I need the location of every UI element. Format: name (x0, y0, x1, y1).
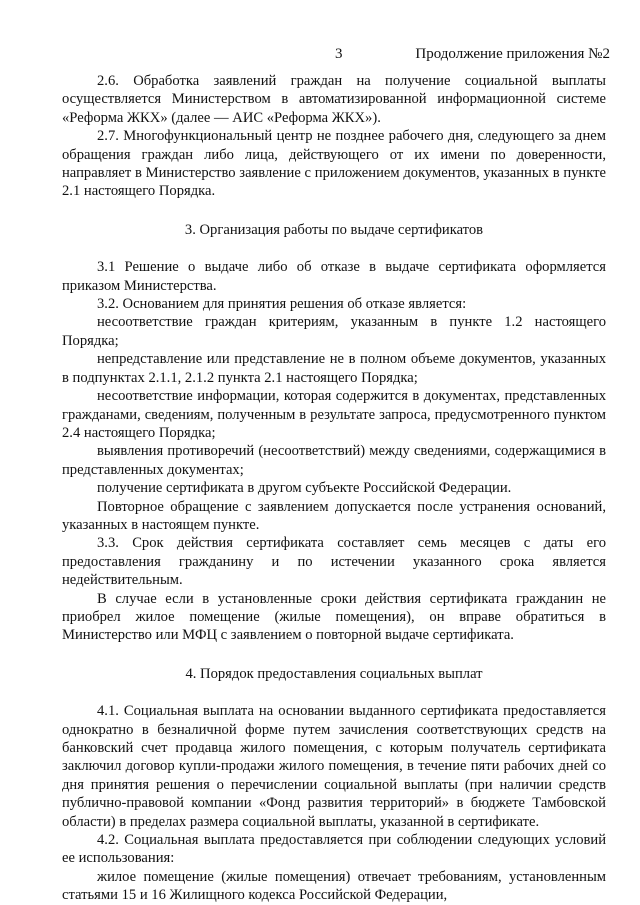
paragraph-4-2: 4.2. Социальная выплата предоставляется при соблюдении следующих условий ее использования: (62, 832, 606, 867)
refusal-reason-1: несоответствие граждан критериям, указанным в пункте 1.2 настоящего Порядка; (62, 314, 606, 349)
refusal-reason-5: получение сертификата в другом субъекте Российской Федерации. (97, 480, 512, 497)
paragraph-3-2: 3.2. Основанием для принятия решения об отказе является: (97, 296, 467, 313)
paragraph-2-6: 2.6. Обработка заявлений граждан на получение социальной выплаты осуществляется Министерством в автоматизированной информационной системе «Реформа ЖКХ» (далее — АИС «Реформа ЖКХ»). (62, 73, 606, 126)
page-header (62, 44, 610, 64)
refusal-reason-3: несоответствие информации, которая содержится в документах, представленных гражданами, сведениям, полученным в результате запроса, предусмотренного пунктом 2.4 настоящего Порядка; (62, 388, 606, 441)
spacer (62, 683, 606, 702)
paragraph-3-3: 3.3. Срок действия сертификата составляет семь месяцев с даты его предоставления гражданину и по истечении указанного срока является недействительным. (62, 535, 606, 589)
document-body (62, 72, 606, 905)
section-4-title: 4. Порядок предоставления социальных выплат (185, 665, 483, 682)
repeat-request-paragraph: Повторное обращение с заявлением допускается после устранения оснований, указанных в настоящем пункте. (62, 498, 606, 533)
spacer (62, 239, 606, 258)
spacer (62, 645, 606, 665)
section-3-title: 3. Организация работы по выдаче сертификатов (184, 221, 484, 238)
paragraph-2-7: 2.7. Многофункциональный центр не позднее рабочего дня, следующего за днем обращения граждан либо лица, действующего от их имени по доверенности, направляет в Министерство заявление с приложением документов, указанных в пункте 2.1 настоящего Порядка. (62, 128, 606, 200)
paragraph-3-3-case: В случае если в установленные сроки действия сертификата гражданин не приобрел жилое помещение (жилые помещения), он вправе обратиться в Министерство или МФЦ с заявлением о повторной выдаче сертификата. (62, 590, 606, 644)
refusal-reason-2: непредставление или представление не в полном объеме документов, указанных в подпунктах 2.1.1, 2.1.2 пункта 2.1 настоящего Порядка; (62, 351, 606, 386)
paragraph-4-1: 4.1. Социальная выплата на основании выданного сертификата предоставляется однократно в безналичной форме путем зачисления соответствующих средств на банковский счет продавца жилого помещения, с которым получатель сертификата заключил договор купли-продажи жилого помещения, в течение пяти рабочих дней со дня принятия решения о перечислении социальной выплаты (при наличии средств публично-правовой компании «Фонд развития территорий» в бюджете Тамбовской области) в пределах размера социальной выплаты, указанной в сертификате. (62, 703, 606, 830)
page-number: 3 (335, 46, 343, 62)
refusal-reason-4: выявления противоречий (несоответствий) между сведениями, содержащимися в представленных документах; (62, 443, 606, 478)
usage-condition-1: жилое помещение (жилые помещения) отвечает требованиям, установленным статьями 15 и 16 Жилищного кодекса Российской Федерации, (62, 868, 606, 904)
paragraph-3-1: 3.1 Решение о выдаче либо об отказе в выдаче сертификата оформляется приказом Министерства. (62, 259, 606, 294)
appendix-continuation-note: Продолжение приложения №2 (415, 46, 610, 62)
spacer (62, 201, 606, 221)
